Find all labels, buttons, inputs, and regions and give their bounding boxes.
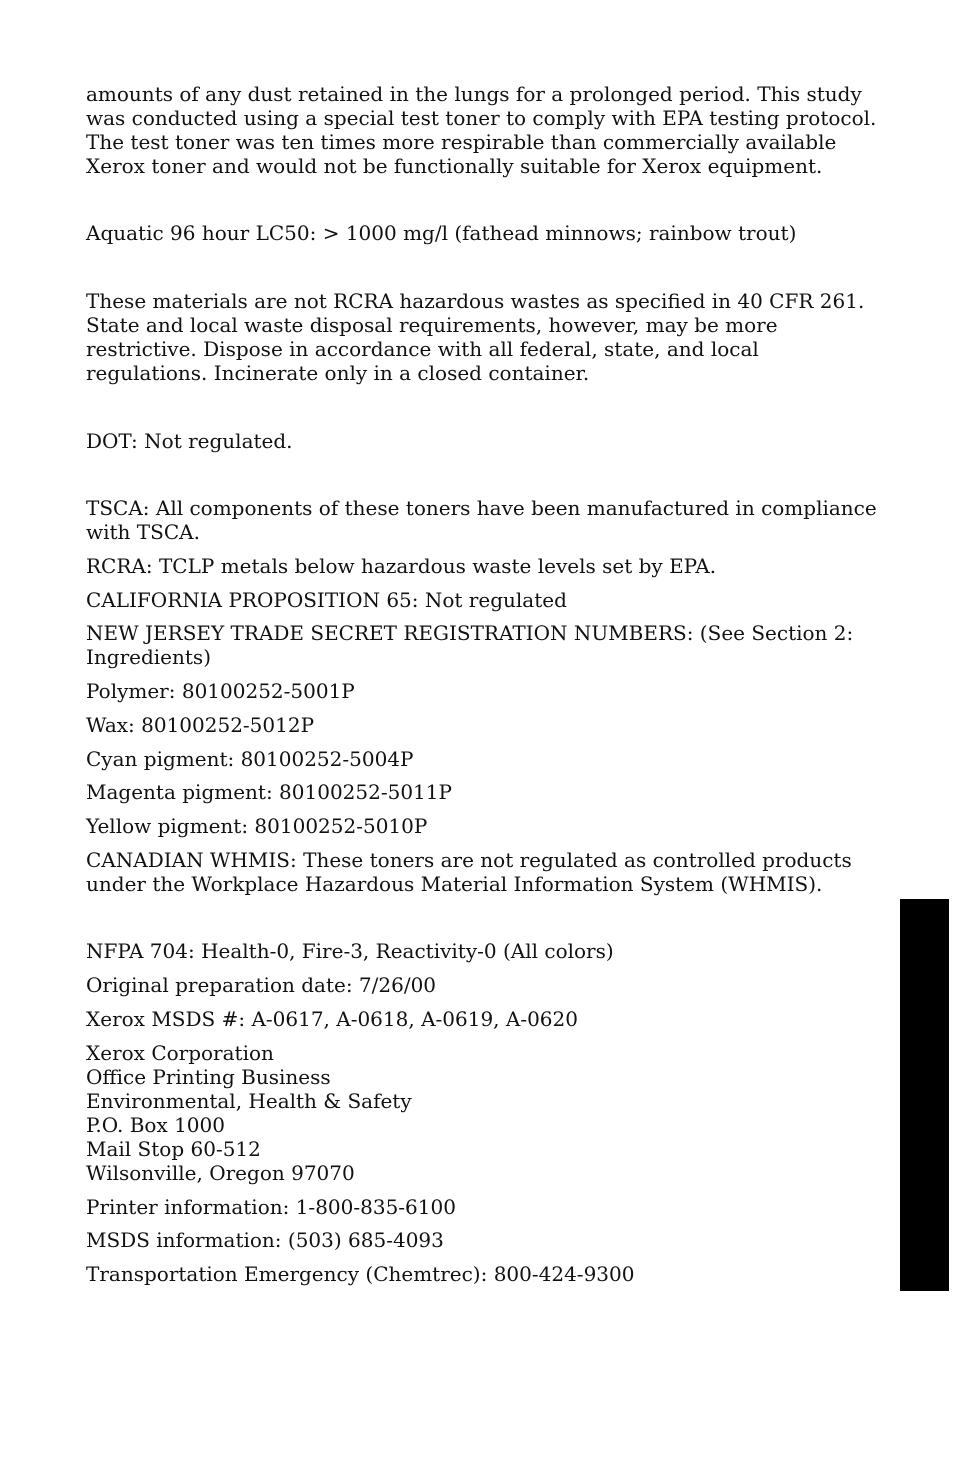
- address-line: Wilsonville, Oregon 97070: [86, 1161, 355, 1185]
- msds-number-text: Xerox MSDS #: A-0617, A-0618, A-0619, A-0620: [86, 1007, 578, 1031]
- nfpa-text: NFPA 704: Health-0, Fire-3, Reactivity-0 (All colors): [86, 939, 614, 963]
- polymer-number: Polymer: 80100252-5001P: [86, 679, 355, 703]
- address-line: Environmental, Health & Safety: [86, 1089, 412, 1113]
- toxicity-paragraph: amounts of any dust retained in the lungs for a prolonged period. This study was conducted using a special test toner to comply with EPA testing protocol. The test toner was ten times more respirable than commercially available Xerox toner and would not be functionally suitable for Xerox equipment.: [86, 82, 877, 178]
- msds-info-phone: MSDS information: (503) 685-4093: [86, 1228, 444, 1252]
- printer-info-phone: Printer information: 1-800-835-6100: [86, 1195, 456, 1219]
- new-jersey-registration-text: NEW JERSEY TRADE SECRET REGISTRATION NUMBERS: (See Section 2: Ingredients): [86, 621, 854, 669]
- wax-number: Wax: 80100252-5012P: [86, 713, 315, 737]
- preparation-date-text: Original preparation date: 7/26/00: [86, 973, 437, 997]
- california-prop65-text: CALIFORNIA PROPOSITION 65: Not regulated: [86, 588, 567, 612]
- address-line: Office Printing Business: [86, 1065, 331, 1089]
- whmis-text: CANADIAN WHMIS: These toners are not regulated as controlled products under the Workplace Hazardous Material Information System (WHMIS).: [86, 848, 852, 896]
- address-line: Mail Stop 60-512: [86, 1137, 261, 1161]
- tsca-text: TSCA: All components of these toners have been manufactured in compliance with TSCA.: [86, 496, 877, 544]
- disposal-paragraph: These materials are not RCRA hazardous wastes as specified in 40 CFR 261. State and local waste disposal requirements, however, may be more restrictive. Dispose in accordance with all federal, state, and local regulations. Incinerate only in a closed container.: [86, 289, 865, 385]
- dot-text: DOT: Not regulated.: [86, 429, 293, 453]
- cyan-pigment-number: Cyan pigment: 80100252-5004P: [86, 747, 414, 771]
- address-line: Xerox Corporation: [86, 1041, 274, 1065]
- rcra-text: RCRA: TCLP metals below hazardous waste levels set by EPA.: [86, 554, 717, 578]
- yellow-pigment-number: Yellow pigment: 80100252-5010P: [86, 814, 428, 838]
- aquatic-toxicity-text: Aquatic 96 hour LC50: > 1000 mg/l (fathead minnows; rainbow trout): [86, 221, 797, 245]
- company-address: [86, 1041, 886, 1185]
- address-line: P.O. Box 1000: [86, 1113, 225, 1137]
- magenta-pigment-number: Magenta pigment: 80100252-5011P: [86, 780, 452, 804]
- section-thumb-tab: [900, 899, 949, 1291]
- emergency-phone: Transportation Emergency (Chemtrec): 800-424-9300: [86, 1262, 635, 1286]
